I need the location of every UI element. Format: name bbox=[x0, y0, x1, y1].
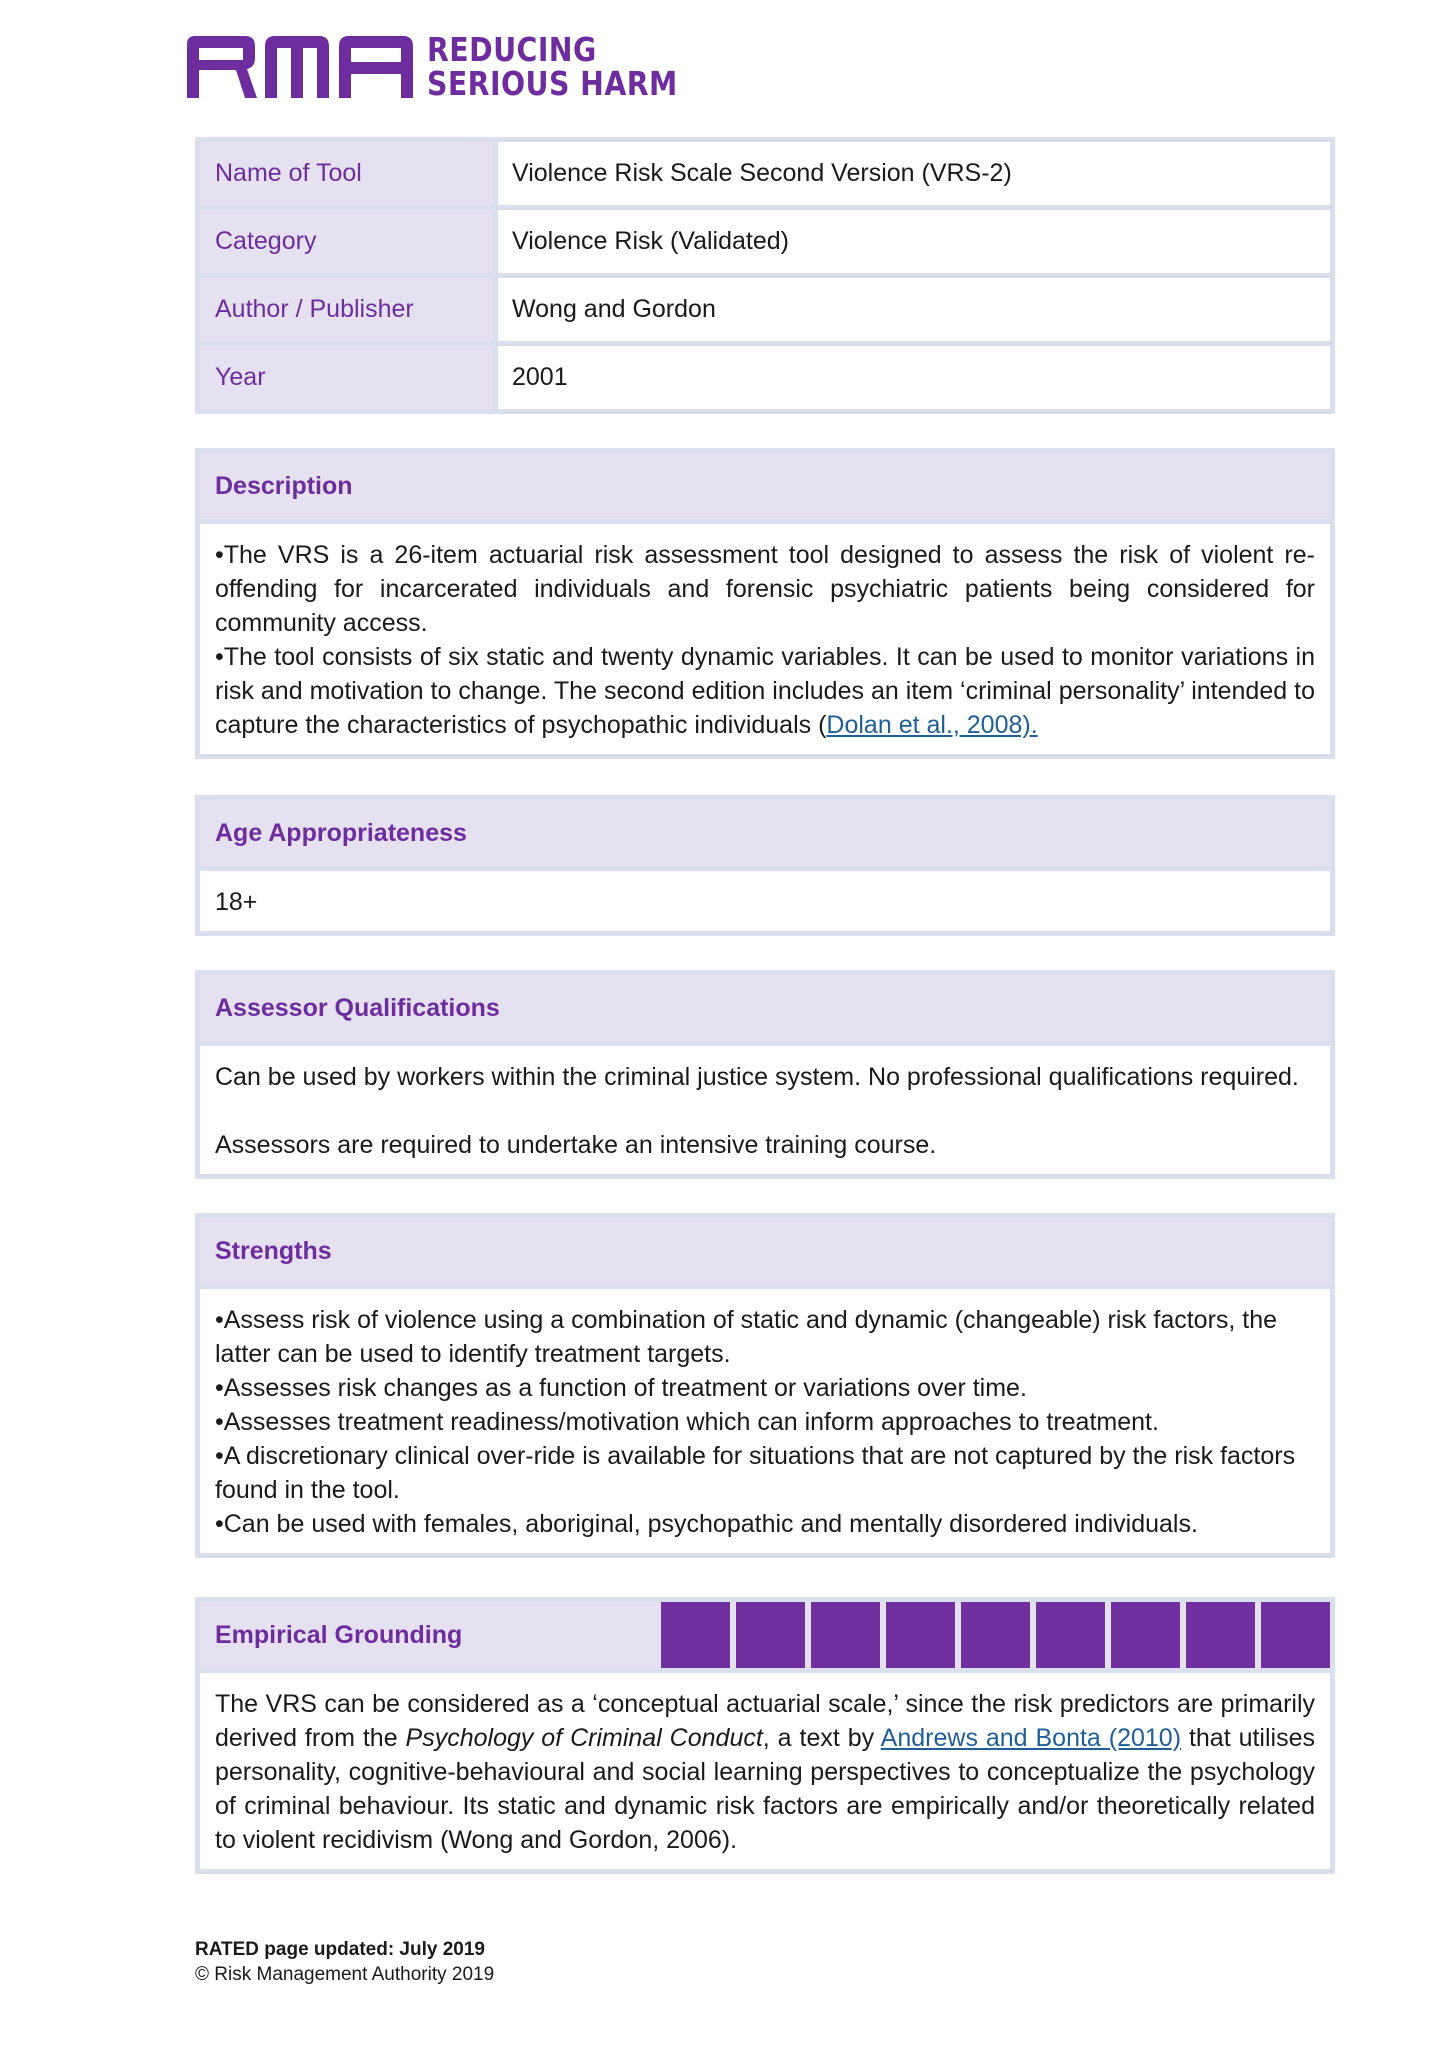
table-row bbox=[200, 278, 1330, 341]
qualifications-line-1: Can be used by workers within the criminal justice system. No professional qualifications required. bbox=[215, 1063, 1299, 1091]
strengths-body bbox=[200, 1289, 1330, 1553]
strengths-section bbox=[195, 1213, 1335, 1558]
rating-box-1 bbox=[661, 1602, 730, 1668]
qualifications-section bbox=[195, 970, 1335, 1179]
rating-box-9 bbox=[1261, 1602, 1330, 1668]
description-section bbox=[195, 448, 1335, 759]
empirical-text-a: The VRS can be considered as a ‘conceptual actuarial scale,’ since the risk predictors are primarily derived from the bbox=[215, 1690, 1315, 1752]
description-paragraph-1: •The VRS is a 26-item actuarial risk assessment tool designed to assess the risk of violent re-offending for incarcerated individuals and forensic psychiatric patients being considered for community access. bbox=[215, 541, 1315, 637]
rating-box-6 bbox=[1036, 1602, 1105, 1668]
qualifications-heading: Assessor Qualifications bbox=[200, 975, 1330, 1041]
list-item: •Assesses treatment readiness/motivation which can inform approaches to treatment. bbox=[215, 1408, 1159, 1436]
logo-tagline-line1: REDUCING bbox=[427, 30, 597, 69]
author-value: Wong and Gordon bbox=[498, 278, 1330, 341]
rating-box-5 bbox=[961, 1602, 1030, 1668]
category-value: Violence Risk (Validated) bbox=[498, 210, 1330, 273]
andrews-bonta-link[interactable]: Andrews and Bonta (2010) bbox=[880, 1724, 1182, 1752]
empirical-section bbox=[195, 1597, 1335, 1874]
empirical-paragraph bbox=[215, 1687, 1315, 1857]
rma-logo bbox=[187, 30, 719, 103]
empirical-text-b: , a text by bbox=[762, 1724, 881, 1752]
list-item: •Assesses risk changes as a function of treatment or variations over time. bbox=[215, 1374, 1027, 1402]
empirical-rating bbox=[655, 1602, 1330, 1668]
logo-tagline bbox=[427, 30, 678, 103]
tool-info-table bbox=[195, 137, 1335, 414]
empirical-book-title: Psychology of Criminal Conduct bbox=[405, 1724, 763, 1752]
age-section bbox=[195, 795, 1335, 936]
list-item: •Assess risk of violence using a combination of static and dynamic (changeable) risk factors, the latter can be used to identify treatment targets. bbox=[215, 1306, 1278, 1368]
rma-logo-mark bbox=[187, 36, 415, 98]
rating-box-4 bbox=[886, 1602, 955, 1668]
age-body bbox=[200, 871, 1330, 931]
description-paragraph-2-text: •The tool consists of six static and twenty dynamic variables. It can be used to monitor variations in risk and motivation to change. The second edition includes an item ‘criminal personality’ intended to capture the characteristics of psychopathic individuals ( bbox=[215, 643, 1315, 739]
tool-name-label: Name of Tool bbox=[200, 142, 493, 205]
page-footer bbox=[195, 1937, 494, 1987]
strengths-heading: Strengths bbox=[200, 1218, 1330, 1284]
qualifications-line-2: Assessors are required to undertake an intensive training course. bbox=[215, 1131, 937, 1159]
tool-name-value: Violence Risk Scale Second Version (VRS-2) bbox=[498, 142, 1330, 205]
year-value: 2001 bbox=[498, 346, 1330, 409]
logo-tagline-line2: SERIOUS HARM bbox=[427, 64, 678, 103]
empirical-heading-bar bbox=[200, 1602, 1330, 1668]
copyright: © Risk Management Authority 2019 bbox=[195, 1964, 495, 1985]
empirical-text-c: that utilises personality, cognitive-behavioural and social learning perspectives to conceptualize the psychology of criminal behaviour. Its static and dynamic risk factors are empirically and/or theoretically related to violent recidivism (Wong and Gordon, 2006). bbox=[215, 1724, 1315, 1854]
list-item: •Can be used with females, aboriginal, psychopathic and mentally disordered individuals. bbox=[215, 1510, 1198, 1538]
description-body bbox=[200, 524, 1330, 754]
rating-box-7 bbox=[1111, 1602, 1180, 1668]
age-heading: Age Appropriateness bbox=[200, 800, 1330, 866]
table-row bbox=[200, 346, 1330, 409]
author-label: Author / Publisher bbox=[200, 278, 493, 341]
year-label: Year bbox=[200, 346, 493, 409]
rating-box-2 bbox=[736, 1602, 805, 1668]
rating-box-3 bbox=[811, 1602, 880, 1668]
description-heading: Description bbox=[200, 453, 1330, 519]
table-row bbox=[200, 210, 1330, 273]
age-value: 18+ bbox=[215, 888, 258, 916]
dolan-citation-link[interactable]: Dolan et al., 2008). bbox=[826, 711, 1038, 739]
updated-date: RATED page updated: July 2019 bbox=[195, 1939, 485, 1960]
category-label: Category bbox=[200, 210, 493, 273]
empirical-body bbox=[200, 1673, 1330, 1869]
description-paragraph-2 bbox=[215, 640, 1315, 742]
table-row bbox=[200, 142, 1330, 205]
empirical-heading: Empirical Grounding bbox=[215, 1620, 463, 1649]
spacer bbox=[215, 1094, 1315, 1128]
rating-box-8 bbox=[1186, 1602, 1255, 1668]
list-item: •A discretionary clinical over-ride is available for situations that are not captured by the risk factors found in the tool. bbox=[215, 1442, 1296, 1504]
qualifications-body bbox=[200, 1046, 1330, 1174]
